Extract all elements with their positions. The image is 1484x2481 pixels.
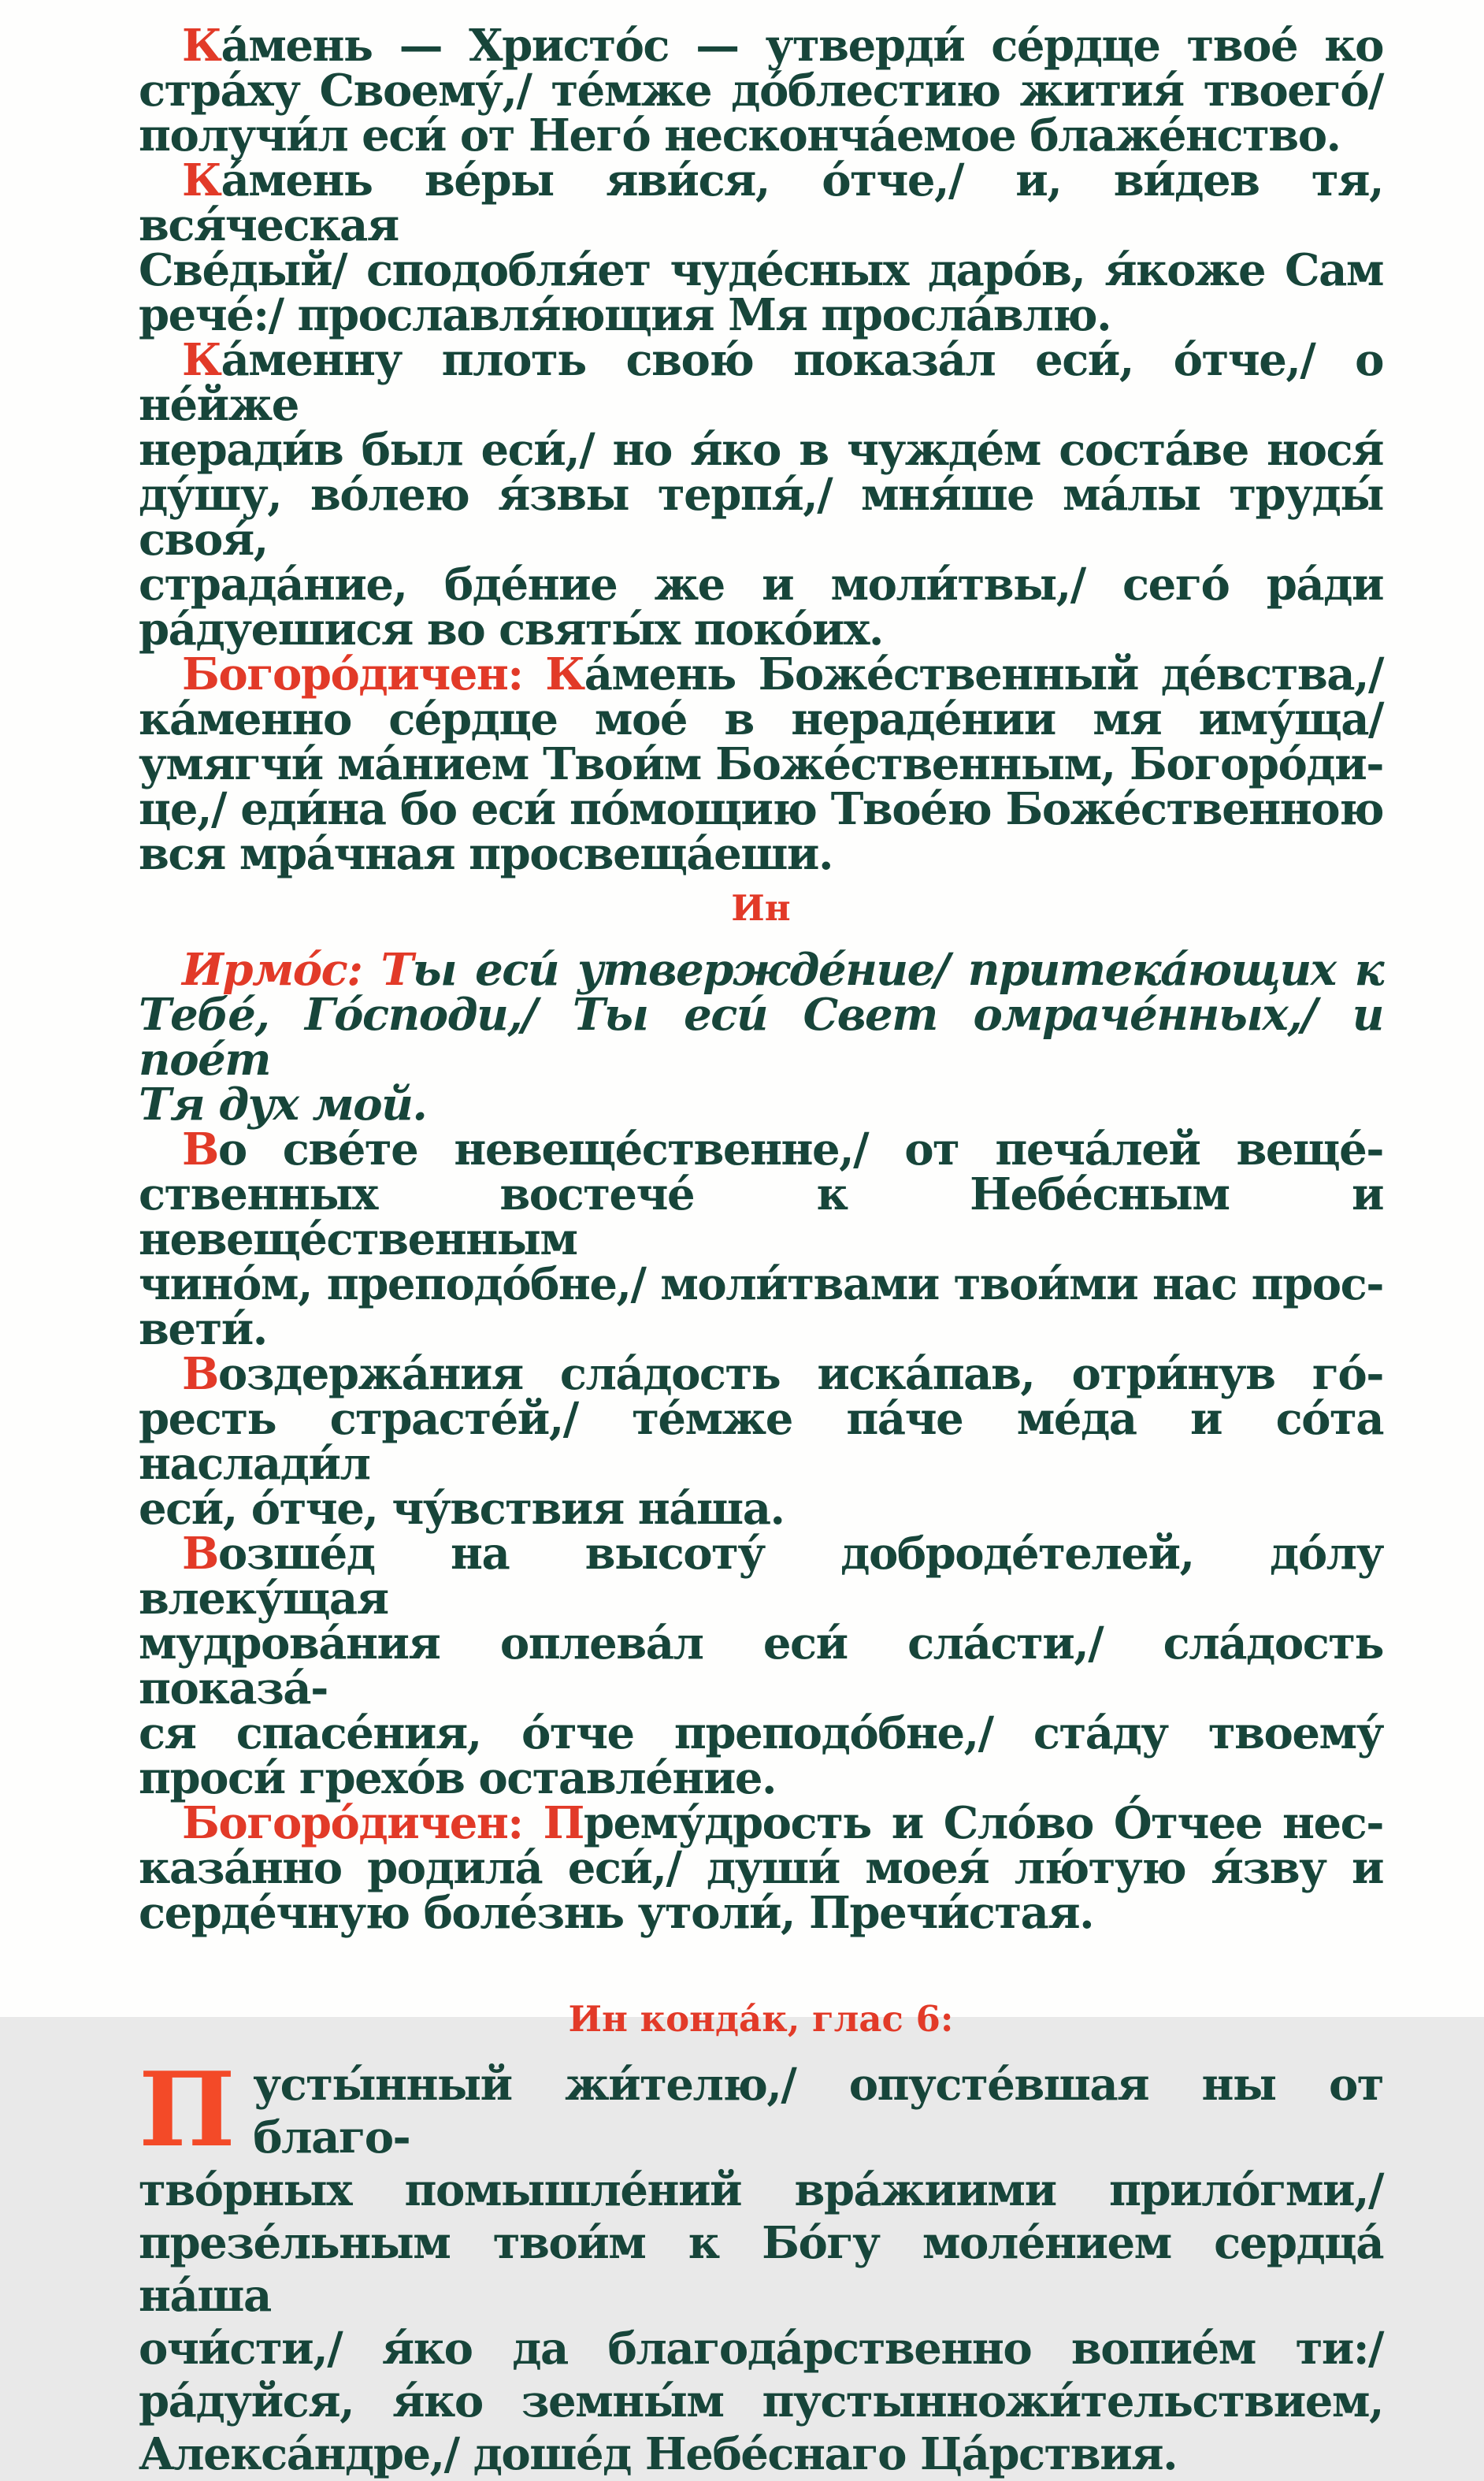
red-initial: В bbox=[182, 1124, 218, 1176]
line-text: а́мень ве́ры яви́ся, о́тче,/ и, ви́дев тя, вся́ческая bbox=[139, 154, 1383, 251]
text-line: Тя дух мой. bbox=[139, 1079, 427, 1131]
text-line: чино́м, преподо́бне,/ моли́твами твои́ми нас прос- bbox=[139, 1258, 1383, 1310]
line-text: а́мень — Христо́с — утверди́ се́рдце твое́ ко bbox=[221, 20, 1383, 72]
text-line: мудрова́ния оплева́л еси́ сла́сти,/ сла́дость показа́- bbox=[139, 1617, 1383, 1714]
bogorodichen-label: Богоро́дичен: bbox=[182, 1797, 523, 1849]
troparion-paragraph bbox=[139, 154, 1383, 341]
text-line: ка́менно се́рдце мое́ в нераде́нии мя иму́ща/ bbox=[139, 693, 1383, 745]
red-initial: В bbox=[182, 1348, 218, 1400]
text-line bbox=[139, 1528, 1383, 1625]
text-line: ственных востече́ к Небе́сным и невеще́ственным bbox=[139, 1168, 1383, 1265]
bogorodichen-label: Богоро́дичен: bbox=[182, 648, 523, 700]
red-initial: К bbox=[545, 648, 584, 700]
text-line bbox=[139, 334, 1383, 431]
text-line bbox=[139, 648, 1384, 700]
irmos-label: Ирмо́с: bbox=[182, 944, 362, 996]
line-text: озше́д на высоту́ доброде́телей, до́лу влеку́щая bbox=[139, 1528, 1383, 1625]
red-initial: В bbox=[182, 1528, 218, 1580]
text-line: страда́ние, бде́ние же и моли́твы,/ сего́ ра́ди bbox=[139, 559, 1383, 611]
troparion-paragraph bbox=[139, 1348, 1383, 1535]
text-line bbox=[139, 1348, 1383, 1400]
dropcap-initial: П bbox=[139, 2049, 235, 2170]
text-line bbox=[139, 1797, 1383, 1849]
text-line: вети́. bbox=[139, 1303, 267, 1355]
text-line: ра́дуешися во святы́х поко́их. bbox=[139, 604, 883, 656]
text-line: каза́нно родила́ еси́,/ души́ моея́ лю́тую я́зву и bbox=[139, 1842, 1383, 1894]
text-line: презе́льным твои́м к Бо́гу моле́нием сердца́ на́ша bbox=[139, 2217, 1383, 2322]
red-initial: Т bbox=[380, 944, 413, 996]
kondak-paragraph bbox=[139, 2049, 1383, 2481]
bogorodichen-paragraph bbox=[139, 648, 1384, 880]
text-line: получи́л еси́ от Него́ несконча́емое блаже́нство. bbox=[139, 110, 1341, 162]
text-line: вся мра́чная просвеща́еши. bbox=[139, 828, 833, 880]
red-initial: К bbox=[182, 154, 221, 206]
irmos-paragraph bbox=[139, 944, 1384, 1131]
text-line: Алекса́ндре,/ доше́д Небе́снаго Ца́рствия. bbox=[139, 2428, 1178, 2480]
bogorodichen-paragraph bbox=[139, 1797, 1383, 1939]
text-line: Тебе́, Го́споди,/ Ты еси́ Свет омраче́нных,/ и пое́т bbox=[139, 989, 1383, 1086]
text-line: ся спасе́ния, о́тче преподо́бне,/ ста́ду твоему́ bbox=[139, 1707, 1383, 1759]
red-initial: П bbox=[543, 1797, 584, 1849]
text-line: ра́дуйся, я́ко земны́м пустынножи́тельствием, bbox=[139, 2375, 1383, 2427]
text-line bbox=[139, 944, 1384, 996]
section-heading-kondak: Ин конда́к, глас 6: bbox=[568, 1998, 954, 2040]
line-text: оздержа́ния сла́дость иска́пав, отри́нув го́- bbox=[217, 1348, 1383, 1400]
section-heading-in: Ин bbox=[731, 887, 791, 929]
text-line: проси́ грехо́в оставле́ние. bbox=[139, 1752, 776, 1804]
text-line: рече́:/ прославля́ющия Мя просла́влю. bbox=[139, 289, 1111, 341]
text-line bbox=[139, 1124, 1383, 1176]
line-text: о све́те невеще́ственне,/ от печа́лей веще́- bbox=[217, 1124, 1383, 1176]
line-text: а́менну плоть свою́ показа́л еси́, о́тче,/ о не́йже bbox=[139, 334, 1383, 431]
line-text: ы еси́ утвержде́ние/ притека́ющих к bbox=[412, 944, 1384, 996]
troparion-paragraph bbox=[139, 20, 1383, 162]
text-line: це,/ еди́на бо еси́ по́мощию Твое́ю Боже́ственною bbox=[139, 783, 1383, 835]
troparion-paragraph bbox=[139, 334, 1383, 656]
text-line: еси́, о́тче, чу́вствия на́ша. bbox=[139, 1483, 785, 1535]
troparion-paragraph bbox=[139, 1528, 1383, 1804]
text-line bbox=[139, 20, 1383, 72]
red-initial: К bbox=[182, 334, 221, 386]
text-line: Све́дый/ сподобля́ет чуде́сных даро́в, я́коже Сам bbox=[139, 244, 1383, 296]
troparion-paragraph bbox=[139, 1124, 1383, 1355]
text-line: тво́рных помышле́ний вра́жиими прило́гми,/ bbox=[139, 2164, 1383, 2216]
text-line bbox=[139, 154, 1383, 251]
text-line: очи́сти,/ я́ко да благода́рственно вопие́м ти:/ bbox=[139, 2323, 1383, 2375]
text-line: умягчи́ ма́нием Твои́м Боже́ственным, Богоро́ди- bbox=[139, 738, 1383, 790]
text-line: усты́нный жи́телю,/ опусте́вшая ны от благо- bbox=[253, 2059, 1383, 2163]
red-initial: К bbox=[182, 20, 221, 72]
text-line: ресть страсте́й,/ те́мже па́че ме́да и со́та наслади́л bbox=[139, 1393, 1383, 1490]
text-line: неради́в был еси́,/ но я́ко в чужде́м соста́ве нося́ bbox=[139, 424, 1383, 476]
line-text: а́мень Боже́ственный де́вства,/ bbox=[584, 648, 1384, 700]
text-line: стра́ху Своему́,/ те́мже до́блестию жития́ твоего́/ bbox=[139, 65, 1383, 117]
line-text: рему́дрость и Сло́во О́тчее нес- bbox=[583, 1797, 1383, 1849]
text-line: ду́шу, во́лею я́звы терпя́,/ мня́ше ма́лы труды́ своя́, bbox=[139, 469, 1383, 566]
text-line: серде́чную боле́знь утоли́, Пречи́стая. bbox=[139, 1887, 1094, 1939]
